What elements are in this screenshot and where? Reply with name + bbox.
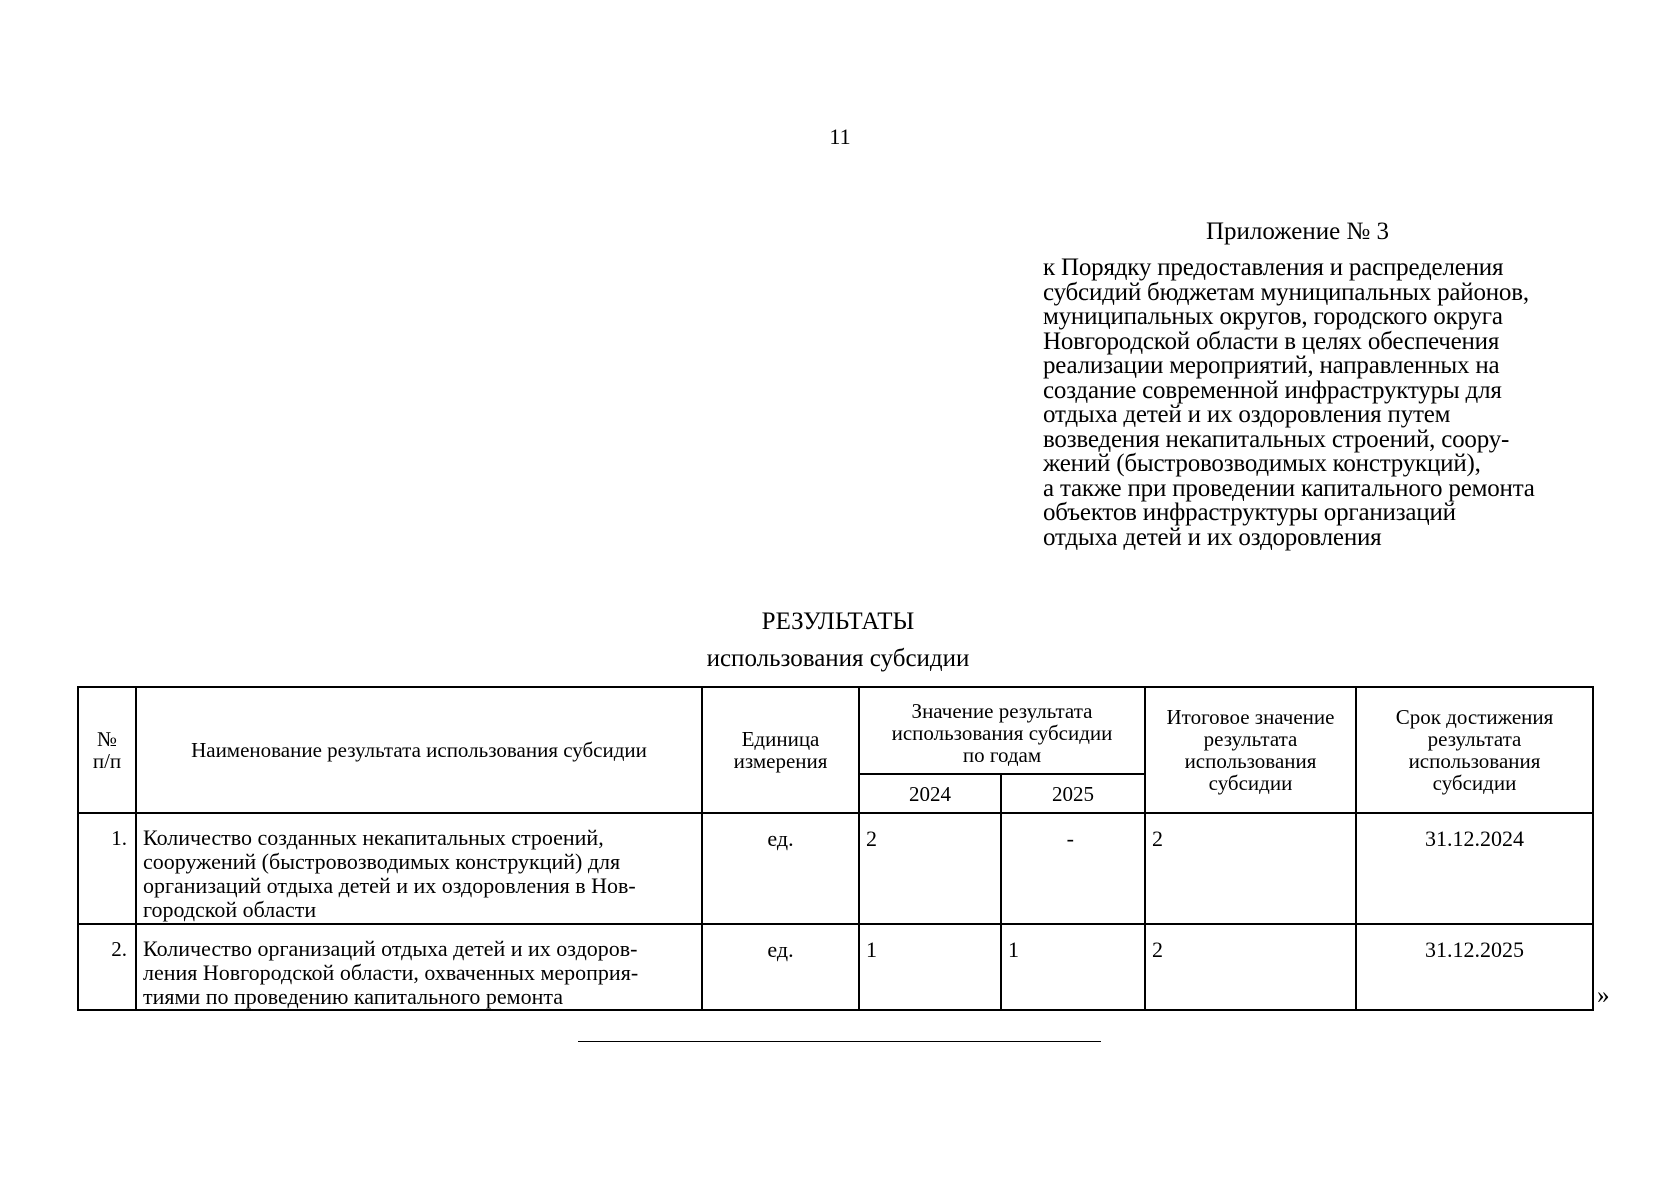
header-year-2025: 2025 (1001, 774, 1145, 813)
header-deadline-line: использования (1408, 749, 1541, 773)
appendix-line: жений (быстровозводимых конструкций), (1043, 450, 1481, 477)
header-year-2024: 2024 (859, 774, 1001, 813)
header-deadline (1356, 687, 1593, 813)
header-deadline-line: субсидии (1432, 771, 1517, 795)
row-unit: ед. (702, 924, 859, 1010)
document-title: РЕЗУЛЬТАТЫ (761, 608, 915, 635)
row-name-line: организаций отдыха детей и их оздоровления в Нов- (143, 873, 636, 898)
table-row (78, 924, 1593, 1010)
header-deadline-line: Срок достижения (1395, 705, 1554, 729)
row-name-line: Количество организаций отдыха детей и их оздоров- (143, 936, 638, 961)
row-name-line: Количество созданных некапитальных строений, (143, 825, 604, 850)
row-unit: ед. (702, 813, 859, 924)
header-number-line: № (96, 727, 118, 751)
appendix-line: создание современной инфраструктуры для (1043, 376, 1502, 404)
row-name-line: сооружений (быстровозводимых конструкций) для (143, 849, 621, 874)
header-unit-line: Единица (741, 727, 820, 751)
table-row (78, 813, 1593, 924)
results-table (77, 686, 1594, 1011)
row-value-2024: 1 (859, 924, 1001, 1010)
appendix-line: а также при проведении капитального ремонта (1043, 474, 1535, 502)
row-result-name (136, 813, 702, 924)
header-values-line: по годам (962, 742, 1042, 767)
row-deadline: 31.12.2025 (1356, 924, 1593, 1010)
header-total-line: Итоговое значение (1166, 705, 1335, 729)
appendix-line: отдыха детей и их оздоровления путем (1043, 401, 1451, 428)
row-name-line: городской области (143, 897, 317, 922)
header-total-value (1145, 687, 1356, 813)
bottom-divider (578, 1041, 1101, 1042)
appendix-title: Приложение № 3 (1206, 218, 1390, 245)
header-result-name: Наименование результата использования субсидии (136, 687, 702, 813)
row-value-2025: - (1001, 813, 1145, 924)
appendix-line: реализации мероприятий, направленных на (1043, 352, 1500, 379)
page-number: 11 (829, 124, 851, 149)
row-value-2024: 2 (859, 813, 1001, 924)
appendix-line: возведения некапитальных строений, соору- (1043, 425, 1510, 453)
header-values-by-year (859, 687, 1145, 774)
row-result-name (136, 924, 702, 1010)
header-number (78, 687, 136, 813)
appendix-line: муниципальных округов, городского округа (1043, 303, 1503, 330)
row-total: 2 (1145, 924, 1356, 1010)
header-total-line: субсидии (1208, 771, 1293, 795)
header-values-line: Значение результата (911, 698, 1093, 723)
header-unit (702, 687, 859, 813)
row-deadline: 31.12.2024 (1356, 813, 1593, 924)
row-name-line: ления Новгородской области, охваченных мероприя- (143, 960, 639, 985)
document-subtitle: использования субсидии (706, 645, 970, 672)
header-total-line: результата (1203, 727, 1298, 751)
row-value-2025: 1 (1001, 924, 1145, 1010)
row-name-line: тиями по проведению капитального ремонта (143, 984, 564, 1009)
row-number: 1. (78, 813, 136, 924)
header-values-line: использования субсидии (891, 720, 1113, 745)
header-deadline-line: результата (1427, 727, 1522, 751)
appendix-reference (1043, 256, 1603, 550)
row-number: 2. (78, 924, 136, 1010)
header-total-line: использования (1184, 749, 1317, 773)
closing-quote: » (1597, 982, 1610, 1009)
row-total: 2 (1145, 813, 1356, 924)
header-number-line: п/п (92, 749, 122, 773)
appendix-line: субсидий бюджетам муниципальных районов, (1043, 278, 1529, 306)
appendix-line: к Порядку предоставления и распределения (1043, 254, 1504, 281)
appendix-line: объектов инфраструктуры организаций (1043, 499, 1456, 526)
appendix-line: отдыха детей и их оздоровления (1043, 523, 1382, 551)
header-unit-line: измерения (733, 749, 828, 773)
appendix-line: Новгородской области в целях обеспечения (1043, 327, 1500, 355)
